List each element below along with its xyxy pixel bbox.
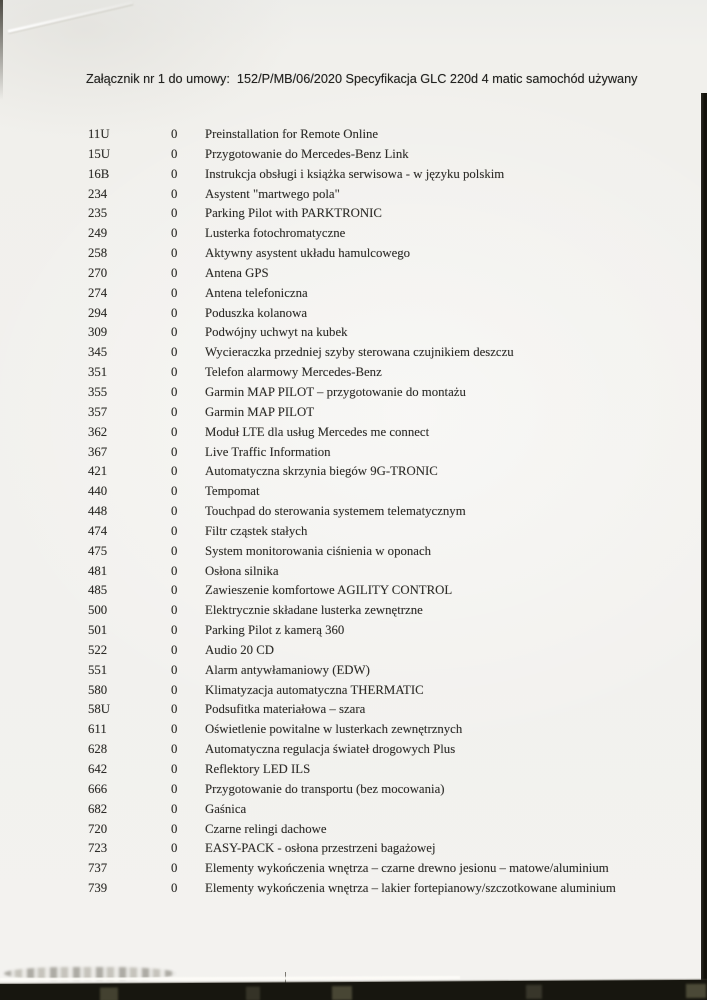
option-description: Automatyczna regulacja świateł drogowych Plus <box>205 742 456 757</box>
option-value: 0 <box>171 861 178 876</box>
option-code: 739 <box>88 881 108 896</box>
option-row <box>88 245 660 265</box>
document-title: Załącznik nr 1 do umowy: 152/P/MB/06/2020 Specyfikacja GLC 220d 4 matic samochód używany <box>86 72 638 86</box>
option-description: Przygotowanie do transportu (bez mocowania) <box>205 781 445 796</box>
option-row <box>88 225 660 245</box>
option-value: 0 <box>171 682 178 697</box>
option-row <box>88 582 660 602</box>
option-value: 0 <box>171 404 178 419</box>
option-row <box>88 801 660 821</box>
option-code: 345 <box>88 345 108 360</box>
option-description: Alarm antywłamaniowy (EDW) <box>205 662 370 677</box>
option-code: 737 <box>88 861 108 876</box>
option-row <box>88 205 660 225</box>
option-value: 0 <box>171 801 178 816</box>
option-row <box>88 344 660 364</box>
option-row <box>88 424 660 444</box>
option-description: Telefon alarmowy Mercedes-Benz <box>205 365 382 380</box>
option-row <box>88 840 660 860</box>
option-code: 522 <box>88 642 108 657</box>
option-row <box>88 682 660 702</box>
option-description: Parking Pilot z kamerą 360 <box>205 623 345 638</box>
option-row <box>88 523 660 543</box>
option-value: 0 <box>171 365 178 380</box>
option-code: 294 <box>88 305 108 320</box>
option-description: Audio 20 CD <box>205 642 274 657</box>
option-code: 367 <box>88 444 108 459</box>
option-code: 235 <box>88 206 108 221</box>
option-row <box>88 543 660 563</box>
option-value: 0 <box>171 543 178 558</box>
option-code: 362 <box>88 424 108 439</box>
option-row <box>88 186 660 206</box>
scan-edge-artifact-left <box>0 0 3 100</box>
option-description: Parking Pilot with PARKTRONIC <box>205 206 382 221</box>
option-description: Reflektory LED ILS <box>205 762 311 776</box>
option-description: Elementy wykończenia wnętrza – lakier fortepianowy/szczotkowane aluminium <box>205 881 616 896</box>
option-row <box>88 761 660 781</box>
option-value: 0 <box>171 523 178 538</box>
option-code: 628 <box>88 742 108 757</box>
option-row <box>88 404 660 424</box>
option-code: 234 <box>88 186 108 201</box>
scanner-bed-patch <box>246 987 260 1000</box>
option-description: Poduszka kolanowa <box>205 305 308 320</box>
option-description: Live Traffic Information <box>205 444 331 459</box>
option-code: 580 <box>88 682 108 697</box>
option-value: 0 <box>171 325 178 340</box>
option-row <box>88 602 660 622</box>
option-value: 0 <box>171 186 178 201</box>
option-code: 58U <box>88 702 111 717</box>
scan-edge-shadow-right <box>701 93 707 984</box>
option-description: Filtr cząstek stałych <box>205 523 308 538</box>
option-value: 0 <box>171 722 178 737</box>
option-row <box>88 821 660 841</box>
option-value: 0 <box>171 226 178 241</box>
option-code: 485 <box>88 583 108 598</box>
option-description: Oświetlenie powitalne w lusterkach zewnętrznych <box>205 722 463 737</box>
scanner-bed-patch <box>332 986 352 1000</box>
option-value: 0 <box>171 623 178 638</box>
option-value: 0 <box>171 206 178 221</box>
option-value: 0 <box>171 464 178 479</box>
option-description: Antena telefoniczna <box>205 285 308 300</box>
option-value: 0 <box>171 821 178 836</box>
option-row <box>88 662 660 682</box>
option-code: 682 <box>88 801 108 816</box>
option-description: Automatyczna skrzynia biegów 9G-TRONIC <box>205 464 438 479</box>
option-value: 0 <box>171 285 178 300</box>
option-code: 258 <box>88 246 108 261</box>
option-value: 0 <box>171 781 178 796</box>
option-row <box>88 126 660 146</box>
option-row <box>88 265 660 285</box>
option-row <box>88 285 660 305</box>
option-code: 642 <box>88 762 108 776</box>
option-value: 0 <box>171 444 178 459</box>
option-row <box>88 642 660 662</box>
option-row <box>88 166 660 186</box>
scanner-bed-background <box>0 980 707 1000</box>
option-value: 0 <box>171 166 178 181</box>
option-description: Tempomat <box>205 484 260 499</box>
option-description: Gaśnica <box>205 801 247 816</box>
option-row <box>88 463 660 483</box>
option-code: 249 <box>88 226 108 241</box>
option-row <box>88 444 660 464</box>
option-row <box>88 860 660 880</box>
option-code: 16B <box>88 166 110 181</box>
option-value: 0 <box>171 662 178 677</box>
option-row <box>88 563 660 583</box>
option-description: Wycieraczka przedniej szyby sterowana czujnikiem deszczu <box>205 345 514 360</box>
option-description: Moduł LTE dla usług Mercedes me connect <box>205 424 430 439</box>
option-row <box>88 622 660 642</box>
option-code: 15U <box>88 146 111 161</box>
option-description: Antena GPS <box>205 265 269 280</box>
option-description: Osłona silnika <box>205 563 279 578</box>
option-code: 270 <box>88 265 108 280</box>
option-row <box>88 483 660 503</box>
option-value: 0 <box>171 484 178 499</box>
option-row <box>88 384 660 404</box>
option-description: Czarne relingi dachowe <box>205 821 327 836</box>
option-description: EASY-PACK - osłona przestrzeni bagażowej <box>205 841 436 856</box>
option-value: 0 <box>171 642 178 657</box>
option-description: Zawieszenie komfortowe AGILITY CONTROL <box>205 583 453 598</box>
option-description: Asystent "martwego pola" <box>205 186 340 201</box>
option-description: Garmin MAP PILOT – przygotowanie do montażu <box>205 384 466 399</box>
option-code: 11U <box>88 127 110 141</box>
option-description: Elementy wykończenia wnętrza – czarne drewno jesionu – matowe/aluminium <box>205 861 609 876</box>
option-code: 501 <box>88 623 108 638</box>
option-code: 720 <box>88 821 108 836</box>
option-code: 351 <box>88 365 108 380</box>
option-description: Lusterka fotochromatyczne <box>205 226 346 241</box>
scanner-bed-patch <box>526 985 542 999</box>
option-description: Klimatyzacja automatyczna THERMATIC <box>205 682 424 697</box>
option-description: Przygotowanie do Mercedes-Benz Link <box>205 146 409 161</box>
option-row <box>88 880 660 900</box>
option-code: 355 <box>88 384 108 399</box>
option-value: 0 <box>171 127 178 141</box>
paper-crease-artifact <box>8 1 133 33</box>
option-row <box>88 146 660 166</box>
option-code: 357 <box>88 404 108 419</box>
option-value: 0 <box>171 583 178 598</box>
option-value: 0 <box>171 504 178 519</box>
option-value: 0 <box>171 702 178 717</box>
option-row <box>88 741 660 761</box>
option-code: 474 <box>88 523 108 538</box>
option-code: 500 <box>88 603 108 618</box>
option-description: Preinstallation for Remote Online <box>205 127 379 141</box>
option-code: 475 <box>88 543 108 558</box>
paper-bottom-edge-highlight <box>0 976 460 981</box>
option-value: 0 <box>171 563 178 578</box>
option-row <box>88 503 660 523</box>
option-row <box>88 701 660 721</box>
option-description: System monitorowania ciśnienia w oponach <box>205 543 432 558</box>
option-code: 481 <box>88 563 108 578</box>
option-value: 0 <box>171 424 178 439</box>
option-value: 0 <box>171 265 178 280</box>
option-code: 421 <box>88 464 108 479</box>
option-description: Elektrycznie składane lusterka zewnętrzne <box>205 603 423 618</box>
option-description: Podwójny uchwyt na kubek <box>205 325 348 340</box>
option-value: 0 <box>171 841 178 856</box>
option-value: 0 <box>171 762 178 776</box>
option-description: Instrukcja obsługi i książka serwisowa - w języku polskim <box>205 166 505 181</box>
option-value: 0 <box>171 881 178 896</box>
option-row <box>88 721 660 741</box>
scanner-bed-patch <box>100 987 118 1000</box>
option-row <box>88 305 660 325</box>
option-value: 0 <box>171 146 178 161</box>
option-row <box>88 324 660 344</box>
option-value: 0 <box>171 742 178 757</box>
option-row <box>88 364 660 384</box>
option-code: 274 <box>88 285 108 300</box>
option-code: 440 <box>88 484 108 499</box>
option-code: 666 <box>88 781 108 796</box>
option-value: 0 <box>171 246 178 261</box>
option-description: Garmin MAP PILOT <box>205 404 315 419</box>
options-table <box>88 126 660 900</box>
option-row <box>88 781 660 801</box>
option-description: Podsufitka materiałowa – szara <box>205 702 366 717</box>
option-code: 611 <box>88 722 107 737</box>
option-value: 0 <box>171 345 178 360</box>
option-code: 723 <box>88 841 108 856</box>
option-value: 0 <box>171 384 178 399</box>
option-code: 551 <box>88 662 108 677</box>
option-code: 309 <box>88 325 108 340</box>
scanner-bed-patch <box>686 984 706 998</box>
option-code: 448 <box>88 504 108 519</box>
option-description: Aktywny asystent układu hamulcowego <box>205 246 411 261</box>
option-value: 0 <box>171 305 178 320</box>
option-value: 0 <box>171 603 178 618</box>
option-description: Touchpad do sterowania systemem telematycznym <box>205 504 466 519</box>
